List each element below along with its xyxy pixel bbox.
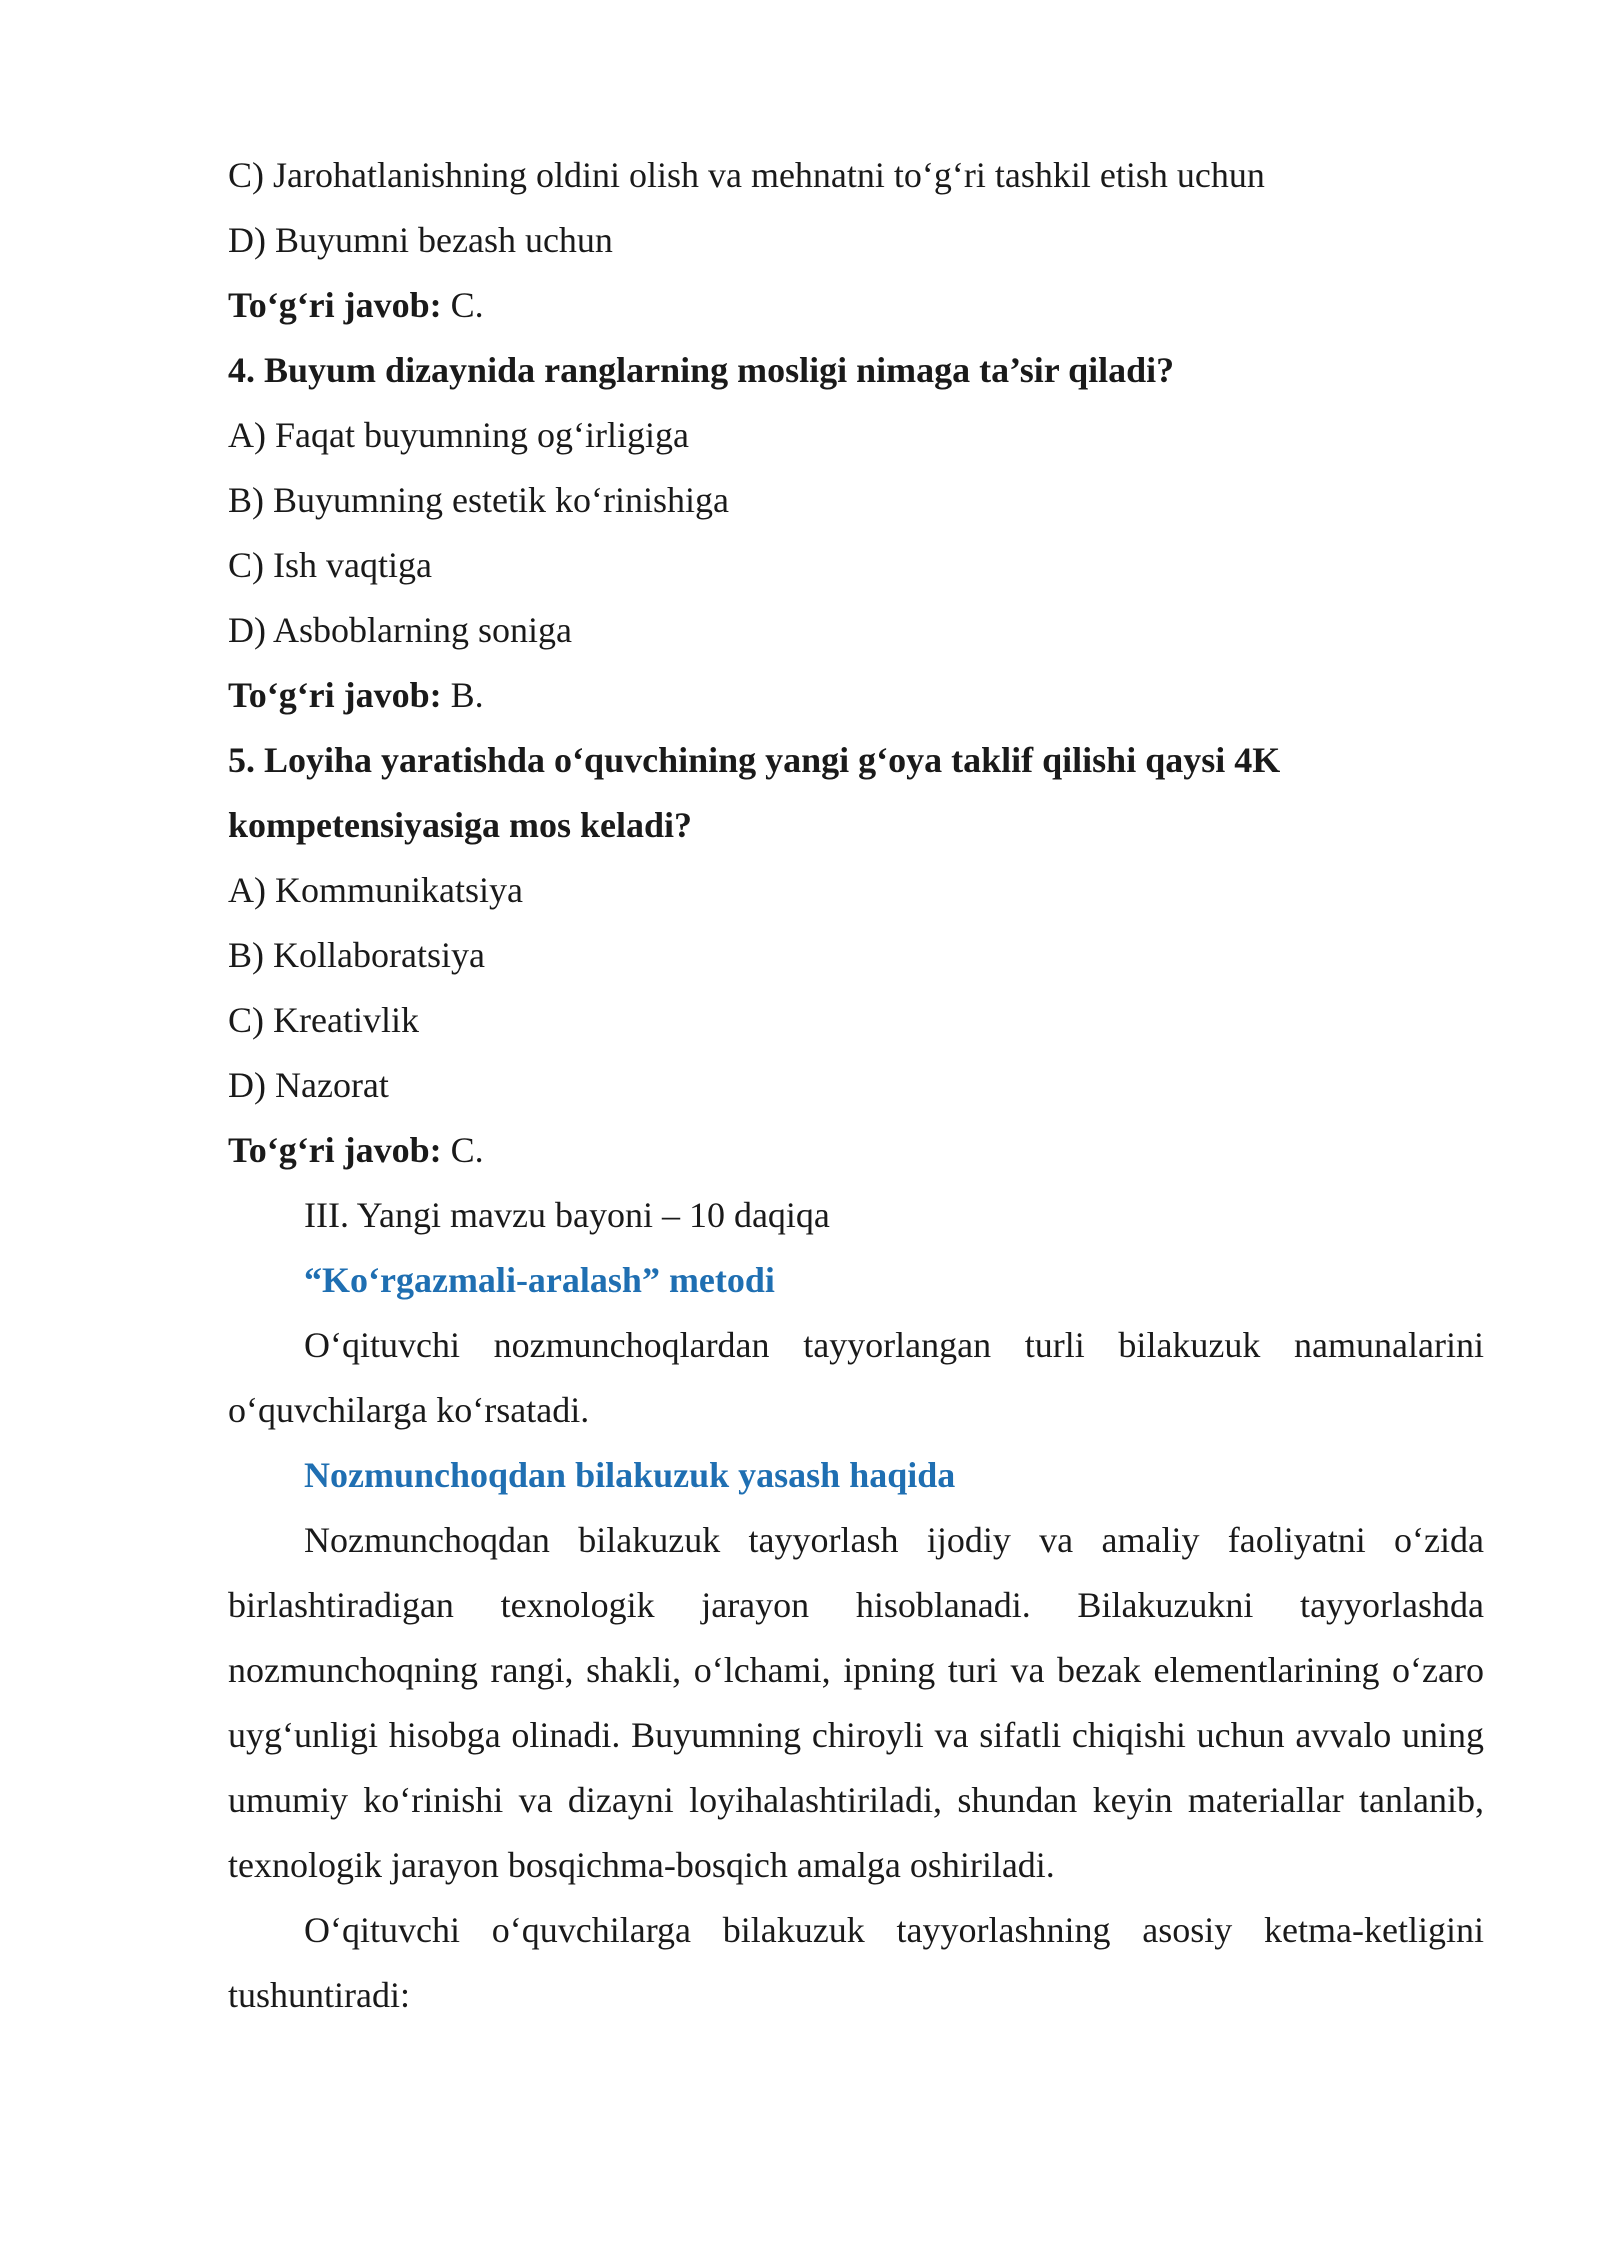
q4-option-a: A) Faqat buyumning og‘irligiga <box>228 415 689 455</box>
q5-option-b: B) Kollaboratsiya <box>228 935 485 975</box>
q4-option-b: B) Buyumning estetik ko‘rinishiga <box>228 480 729 520</box>
q3-option-c: C) Jarohatlanishning oldini olish va mehnatni to‘g‘ri tashkil etish uchun <box>228 155 1265 195</box>
q5-answer <box>228 1118 1484 1183</box>
q4-answer <box>228 663 1484 728</box>
q3-option-d: D) Buyumni bezash uchun <box>228 220 613 260</box>
method-paragraph: O‘qituvchi nozmunchoqlardan tayyorlangan turli bilakuzuk namunalarini o‘quvchilarga ko‘rsatadi. <box>228 1325 1484 1430</box>
q4-answer-value: B. <box>441 675 484 715</box>
q5-question-line2: kompetensiyasiga mos keladi? <box>228 805 693 845</box>
q5-question-line1: 5. Loyiha yaratishda o‘quvchining yangi g‘oya taklif qilishi qaysi 4K <box>228 740 1281 780</box>
q5-option-a: A) Kommunikatsiya <box>228 870 523 910</box>
q4-question: 4. Buyum dizaynida ranglarning mosligi nimaga ta’sir qiladi? <box>228 350 1175 390</box>
method-heading: “Ko‘rgazmali-aralash” metodi <box>304 1260 775 1300</box>
q4-option-c: C) Ish vaqtiga <box>228 545 432 585</box>
q5-option-d: D) Nazorat <box>228 1065 389 1105</box>
q5-answer-value: C. <box>441 1130 484 1170</box>
q3-answer-label: To‘g‘ri javob: <box>228 285 442 325</box>
q3-answer <box>228 273 1484 338</box>
about-heading: Nozmunchoqdan bilakuzuk yasash haqida <box>304 1455 956 1495</box>
section-title: III. Yangi mavzu bayoni – 10 daqiqa <box>304 1195 830 1235</box>
q3-answer-value: C. <box>441 285 484 325</box>
q5-option-c: C) Kreativlik <box>228 1000 419 1040</box>
document-page <box>228 143 1484 2028</box>
q5-answer-label: To‘g‘ri javob: <box>228 1130 442 1170</box>
q4-answer-label: To‘g‘ri javob: <box>228 675 442 715</box>
explain-paragraph: O‘qituvchi o‘quvchilarga bilakuzuk tayyorlashning asosiy ketma-ketligini tushuntiradi: <box>228 1910 1484 2015</box>
about-paragraph: Nozmunchoqdan bilakuzuk tayyorlash ijodiy va amaliy faoliyatni o‘zida birlashtiradigan texnologik jarayon hisoblanadi. Bilakuzukni tayyorlashda nozmunchoqning rangi, shakli, o‘lchami, ipning turi va bezak elementlarining o‘zaro uyg‘unligi hisobga olinadi. Buyumning chiroyli va sifatli chiqishi uchun avvalo uning umumiy ko‘rinishi va dizayni loyihalashtiriladi, shundan keyin materiallar tanlanib, texnologik jarayon bosqichma-bosqich amalga oshiriladi. <box>228 1520 1484 1885</box>
q4-option-d: D) Asboblarning soniga <box>228 610 572 650</box>
